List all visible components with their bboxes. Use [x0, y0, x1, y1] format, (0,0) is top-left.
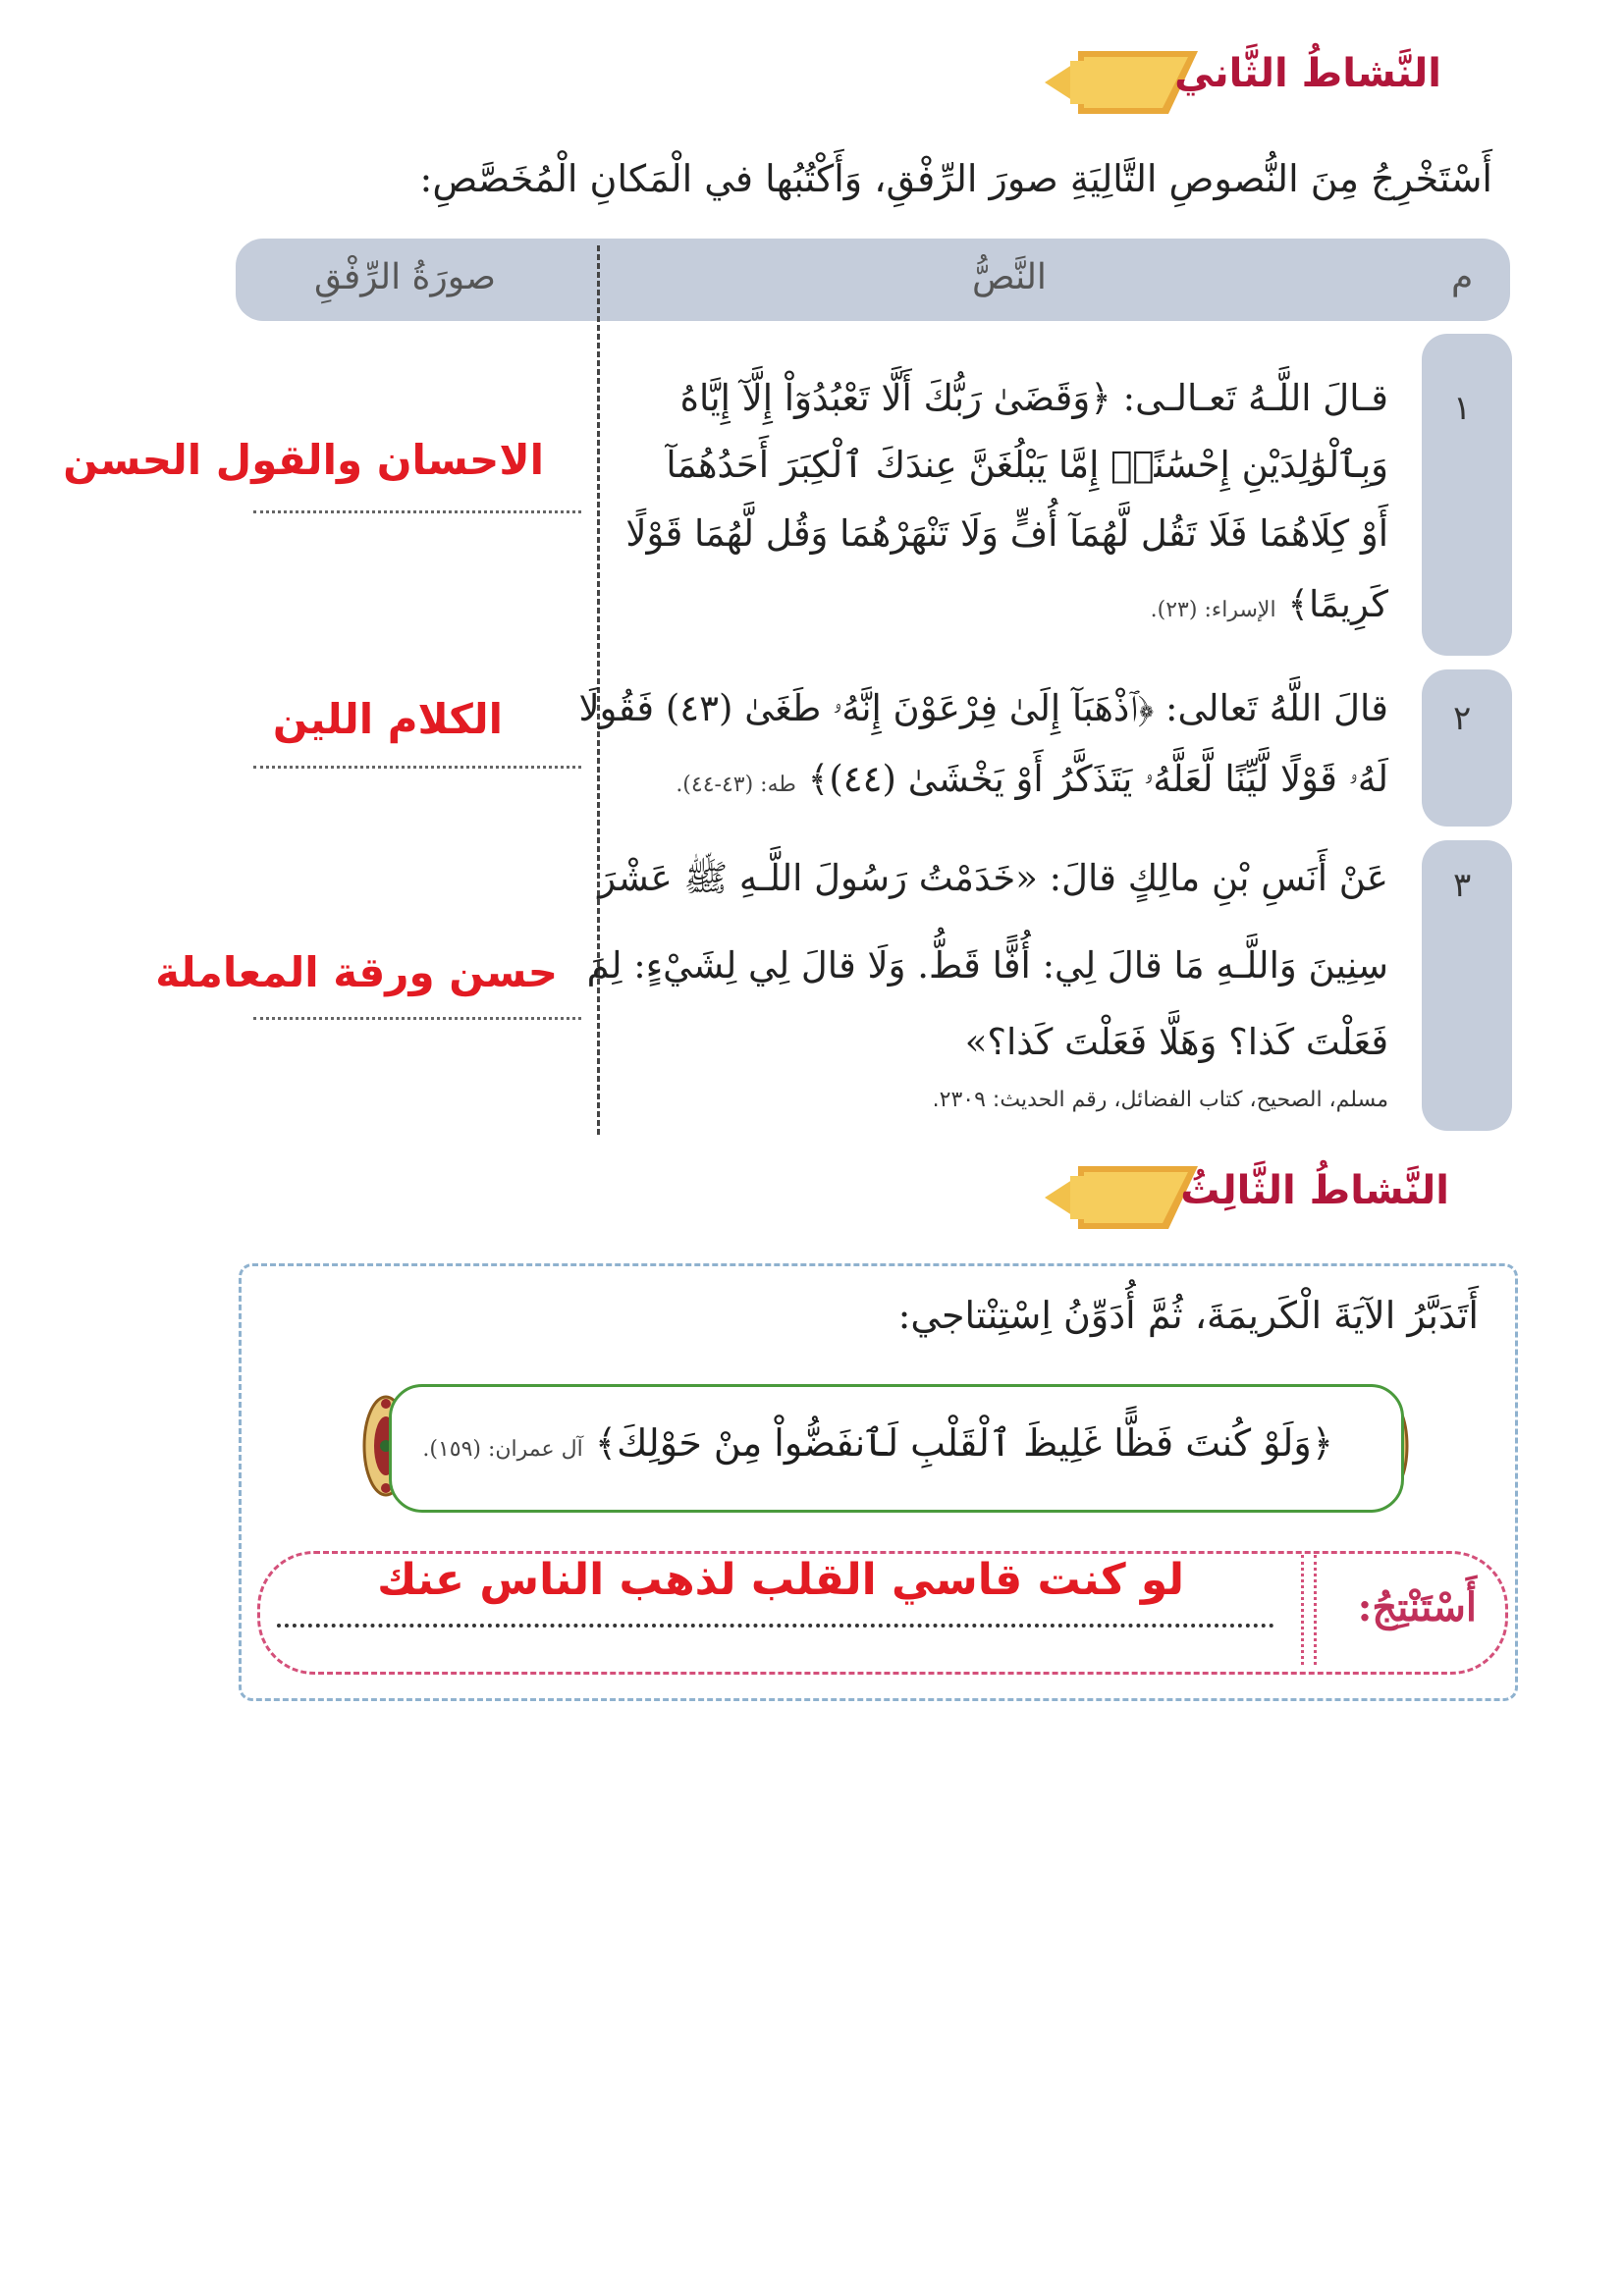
activity-2-title: النَّشاطُ الثَّاني — [1174, 51, 1441, 96]
conclusion-answer: لو كنت قاسي القلب لذهب الناس عنك — [377, 1555, 1184, 1605]
header-form: صورَةُ الرِّفْقِ — [314, 257, 496, 297]
row-2-band — [1422, 669, 1512, 827]
row-1-line-4 — [1151, 583, 1388, 625]
verse-citation: آل عمران: (١٥٩). — [422, 1437, 583, 1462]
header-num: م — [1451, 257, 1474, 297]
row-1-citation: الإسراء: (٢٣). — [1150, 598, 1276, 622]
activity-3-instruction: أَتَدَبَّرُ الآيَةَ الْكَريمَةَ، ثُمَّ أُدَوِّنُ اِسْتِنْتاجي: — [897, 1294, 1479, 1337]
row-3-answer: حسن ورقة المعاملة — [155, 948, 558, 996]
row-1-line-2: وَبِٱلْوَٰلِدَيْنِ إِحْسَٰنًاۚ إِمَّا يَبْلُغَنَّ عِندَكَ ٱلْكِبَرَ أَحَدُهُمَآ — [666, 444, 1388, 486]
row-1-line-1: قـالَ اللَّـهُ تَعـالـى: ﴿وَقَضَىٰ رَبُّكَ أَلَّا تَعْبُدُوٓاْ إِلَّآ إِيَّاهُ — [679, 377, 1388, 419]
row-2-number: ٢ — [1453, 699, 1472, 738]
row-2-citation: طه: (٤٣-٤٤). — [676, 773, 796, 797]
verse-text: ﴿وَلَوْ كُنتَ فَظًّا غَلِيظَ ٱلْقَلْبِ لَٱنفَضُّواْ مِنْ حَوْلِكَ﴾ — [594, 1421, 1333, 1465]
row-3-line-3: فَعَلْتَ كَذا؟ وَهَلَّا فَعَلْتَ كَذا؟» — [964, 1021, 1388, 1063]
conclusion-label: أَسْتَنْتِجُ: — [1357, 1584, 1477, 1630]
row-1-line-4-text: كَرِيمًا﴾ — [1287, 583, 1388, 625]
row-2-answer-line — [253, 766, 581, 769]
row-1-number: ١ — [1453, 389, 1472, 428]
row-2-line-2 — [676, 758, 1388, 801]
row-3-line-2: سِنِينَ وَاللَّـهِ مَا قالَ لِي: أُفًّا قَطُّ. وَلَا قالَ لِي لِشَيْءٍ: لِمَ — [586, 944, 1388, 987]
row-2-line-2-text: لَهُۥ قَوْلًا لَّيِّنًا لَّعَلَّهُۥ يَتَذَكَّرُ أَوْ يَخْشَىٰ (٤٤)﴾ — [807, 758, 1388, 800]
conclusion-answer-line — [277, 1624, 1274, 1628]
verse-line — [422, 1421, 1333, 1465]
row-1-answer-line — [253, 510, 581, 513]
row-3-line-1: عَنْ أَنَسِ بْنِ مالِكٍ قالَ: «خَدَمْتُ رَسُولَ اللَّـهِ ﷺ عَشْرَ — [598, 857, 1388, 899]
row-3-source: مسلم، الصحيح، كتاب الفضائل، رقم الحديث: ٢٣٠٩. — [932, 1088, 1388, 1112]
conclusion-separator — [1301, 1555, 1317, 1665]
activity-2-instruction: أَسْتَخْرِجُ مِنَ النُّصوصِ التَّالِيَةِ صورَ الرِّفْقِ، وَأَكْتُبُها في الْمَكانِ الْمُخَصَّصِ: — [419, 157, 1492, 200]
row-1-answer: الاحسان والقول الحسن — [63, 436, 544, 484]
row-3-answer-line — [253, 1017, 581, 1020]
row-3-number: ٣ — [1453, 866, 1472, 905]
row-1-line-3: أَوْ كِلَاهُمَا فَلَا تَقُل لَّهُمَآ أُفٍّ وَلَا تَنْهَرْهُمَا وَقُل لَّهُمَا قَوْلًا — [625, 512, 1388, 555]
header-text: النَّصُّ — [972, 257, 1047, 297]
activity-3-title: النَّشاطُ الثَّالِثُ — [1180, 1168, 1449, 1213]
row-1-band — [1422, 334, 1512, 656]
row-2-line-1: قالَ اللَّهُ تَعالى: ﴿ٱذْهَبَآ إِلَىٰ فِرْعَوْنَ إِنَّهُۥ طَغَىٰ (٤٣) فَقُولَا — [578, 687, 1388, 729]
row-2-answer: الكلام اللين — [272, 695, 503, 743]
